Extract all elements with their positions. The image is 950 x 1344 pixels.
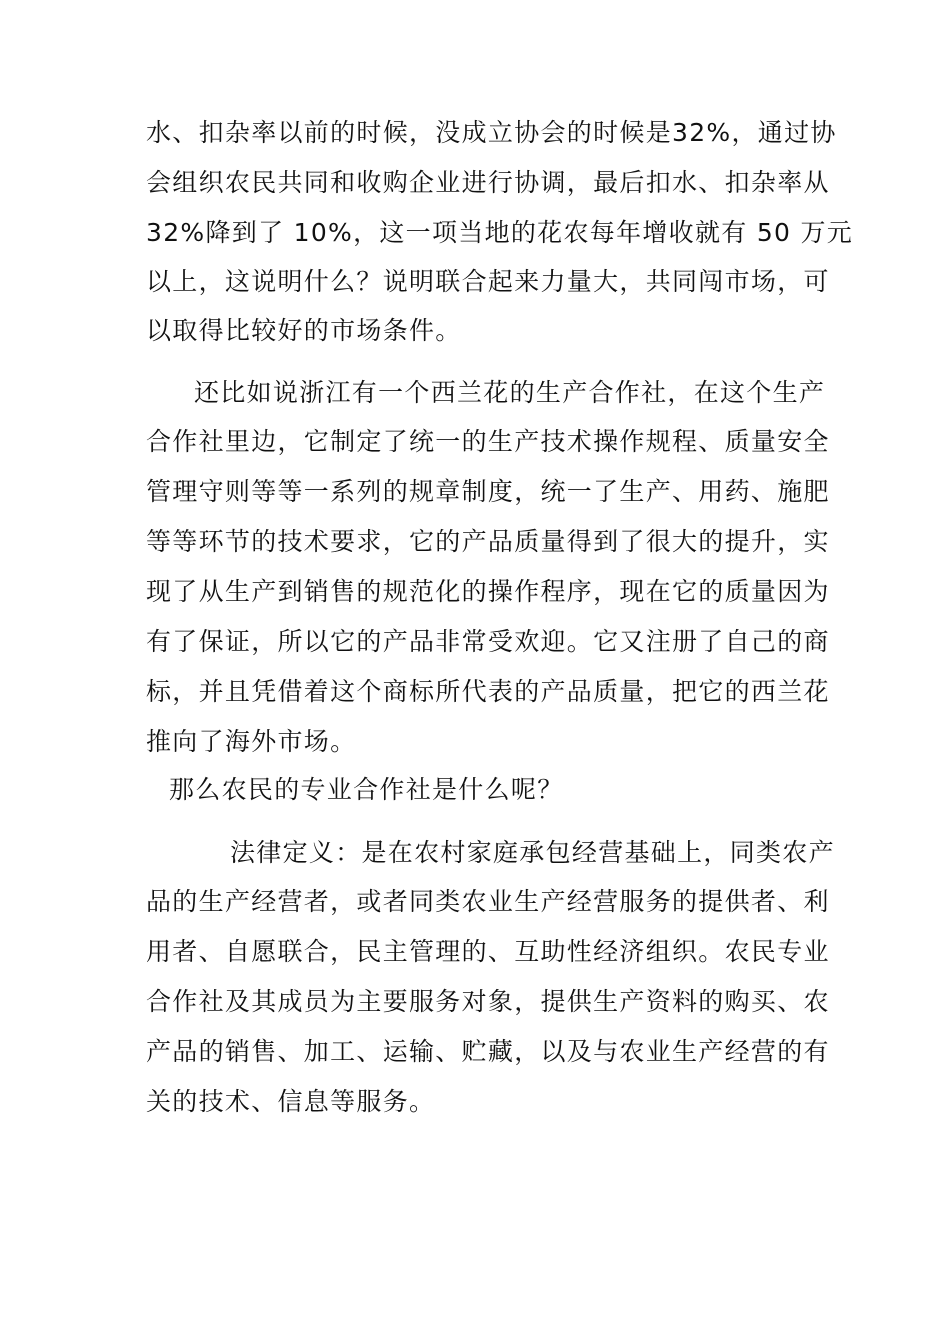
definition-line-4: 合作社及其成员为主要服务对象，提供生产资料的购买、农	[146, 987, 830, 1016]
definition-line-6: 关的技术、信息等服务。	[146, 1087, 436, 1116]
paragraph-2-line-4: 等等环节的技术要求，它的产品质量得到了很大的提升，实	[146, 527, 830, 556]
paragraph-2-line-1: 还比如说浙江有一个西兰花的生产合作社，在这个生产	[194, 378, 826, 407]
paragraph-1-line-4: 以上，这说明什么？说明联合起来力量大，共同闯市场，可	[146, 267, 830, 296]
definition-line-1: 法律定义：是在农村家庭承包经营基础上，同类农产	[230, 838, 835, 867]
paragraph-2-line-2: 合作社里边，它制定了统一的生产技术操作规程、质量安全	[146, 427, 830, 456]
paragraph-1-line-1: 水、扣杂率以前的时候，没成立协会的时候是32%，通过协	[146, 118, 837, 147]
paragraph-2-line-3: 管理守则等等一系列的规章制度，统一了生产、用药、施肥	[146, 477, 830, 506]
paragraph-2-line-5: 现了从生产到销售的规范化的操作程序，现在它的质量因为	[146, 577, 830, 606]
paragraph-2-line-7: 标，并且凭借着这个商标所代表的产品质量，把它的西兰花	[146, 677, 830, 706]
definition-line-5: 产品的销售、加工、运输、贮藏，以及与农业生产经营的有	[146, 1037, 830, 1066]
paragraph-1-line-3: 32%降到了 10%，这一项当地的花农每年增收就有 50 万元	[146, 218, 854, 247]
paragraph-1-line-5: 以取得比较好的市场条件。	[146, 316, 462, 345]
question-line: 那么农民的专业合作社是什么呢？	[169, 775, 564, 804]
paragraph-2-line-6: 有了保证，所以它的产品非常受欢迎。它又注册了自己的商	[146, 627, 830, 656]
definition-line-3: 用者、自愿联合，民主管理的、互助性经济组织。农民专业	[146, 937, 830, 966]
paragraph-2-line-8: 推向了海外市场。	[146, 727, 357, 756]
definition-line-2: 品的生产经营者，或者同类农业生产经营服务的提供者、利	[146, 887, 830, 916]
paragraph-1-line-2: 会组织农民共同和收购企业进行协调，最后扣水、扣杂率从	[146, 168, 830, 197]
